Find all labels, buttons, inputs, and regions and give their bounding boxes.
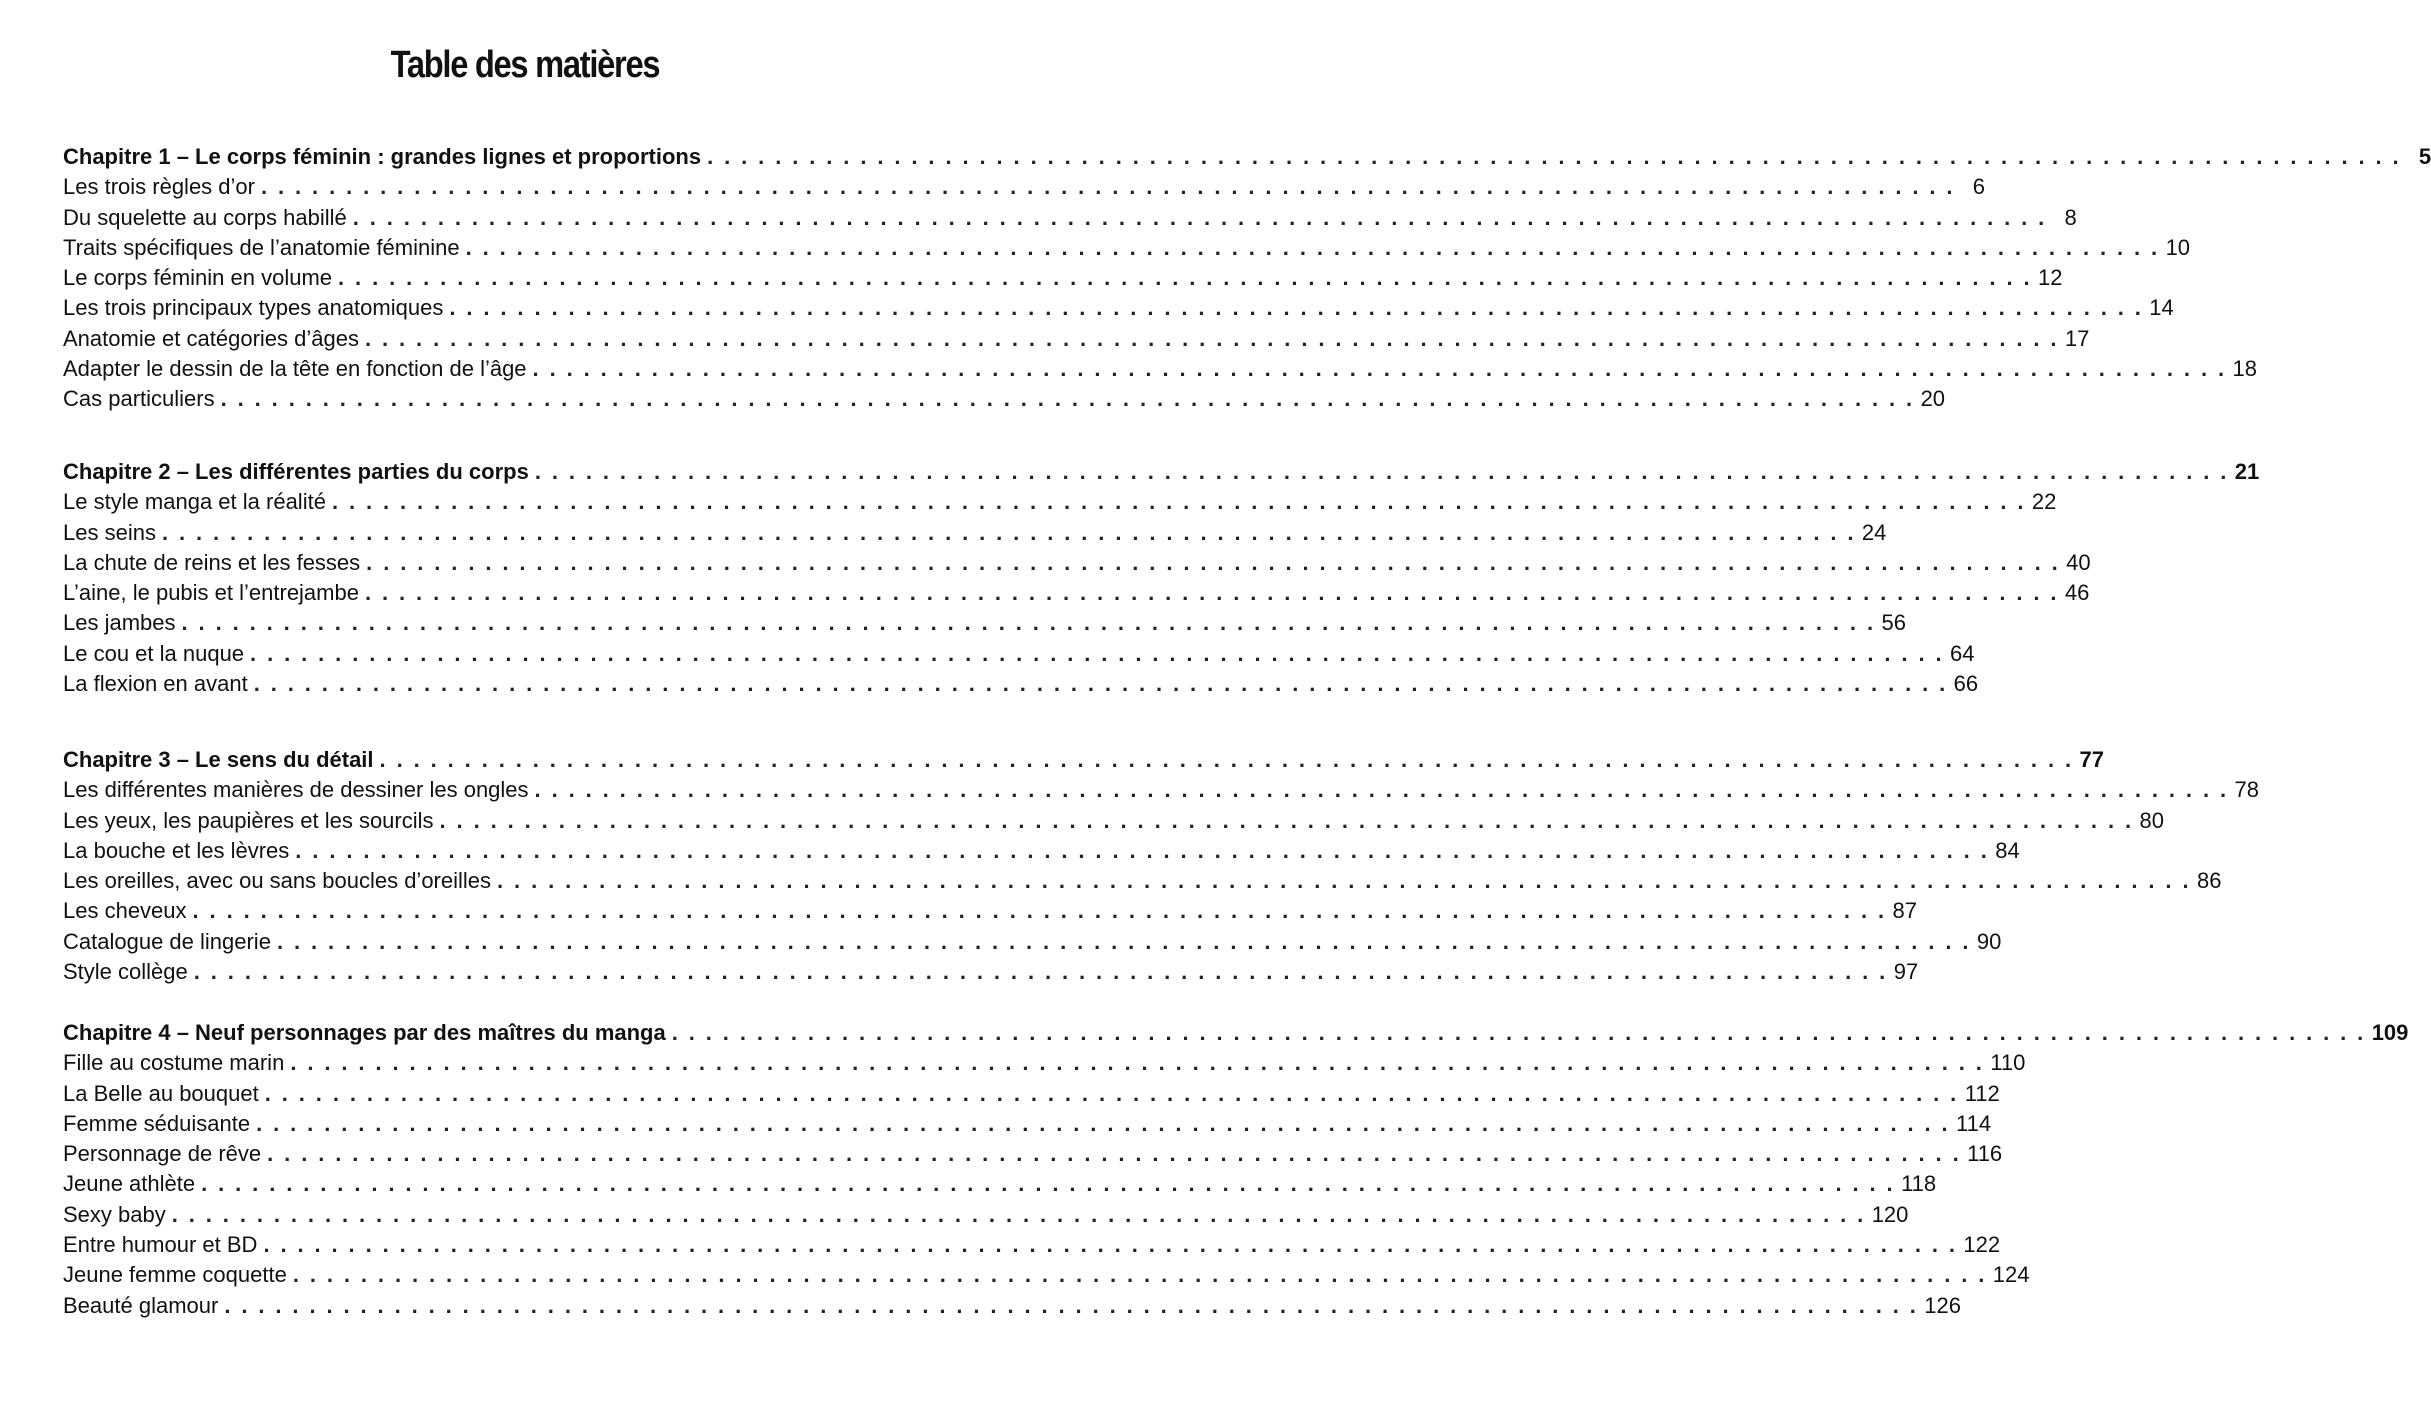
page-number: 124 — [1992, 1262, 2030, 1288]
page-title: Table des matières — [390, 44, 660, 86]
dot-leader: . . . . . . . . . . . . . . . . . . . . . . . . . . . . . . . . . . . . . . . . . . . . . . . . . . . . . . . . . . . . . . . . . . . . . . . . . . . . . . . . . . . . . . . . . . . . . . . . . . . . — [671, 1020, 2366, 1045]
page-number: 24 — [1861, 519, 1887, 545]
entry-label: Fille au costume marin — [63, 1050, 285, 1076]
dot-leader: . . . . . . . . . . . . . . . . . . . . . . . . . . . . . . . . . . . . . . . . . . . . . . . . . . . . . . . . . . . . . . . . . . . . . . . . . . . . . . . . . . . . . . . . . . . . . . . . . . . . — [497, 868, 2191, 894]
entry-label: Adapter le dessin de la tête en fonction de l’âge — [63, 356, 527, 382]
chapter-heading: Chapitre 4 – Neuf personnages par des maîtres du manga — [63, 1020, 666, 1045]
toc-entry-row — [63, 669, 1979, 699]
dot-leader: . . . . . . . . . . . . . . . . . . . . . . . . . . . . . . . . . . . . . . . . . . . . . . . . . . . . . . . . . . . . . . . . . . . . . . . . . . . . . . . . . . . . . . . . . . . . . . . . . . . . — [253, 671, 1948, 697]
entry-label: La flexion en avant — [63, 671, 248, 697]
entry-label: Catalogue de lingerie — [63, 928, 271, 954]
page-number: 22 — [2031, 489, 2057, 515]
toc-entry-row — [63, 639, 1975, 669]
page-number: 90 — [1976, 928, 2002, 954]
entry-label: Les cheveux — [63, 898, 187, 924]
entry-label: Le style manga et la réalité — [63, 489, 326, 515]
entry-label: Jeune femme coquette — [63, 1262, 287, 1288]
dot-leader: . . . . . . . . . . . . . . . . . . . . . . . . . . . . . . . . . . . . . . . . . . . . . . . . . . . . . . . . . . . . . . . . . . . . . . . . . . . . . . . . . . . . . . . . . . . . . . . . . . . . — [260, 174, 1955, 200]
page-number: 6 — [1972, 174, 1985, 200]
toc-entry-row — [63, 578, 2090, 608]
entry-label: Cas particuliers — [63, 386, 215, 412]
toc-entry-row — [63, 293, 2174, 323]
page-number: 14 — [2149, 295, 2174, 321]
chapter-heading: Chapitre 3 – Le sens du détail — [63, 747, 374, 772]
chapter-heading-row — [63, 142, 2431, 172]
entry-label: Sexy baby — [63, 1201, 166, 1227]
dot-leader: . . . . . . . . . . . . . . . . . . . . . . . . . . . . . . . . . . . . . . . . . . . . . . . . . . . . . . . . . . . . . . . . . . . . . . . . . . . . . . . . . . . . . . . . . . . . . . . . . . . . — [532, 356, 2227, 382]
chapter-heading: Chapitre 1 – Le corps féminin : grandes lignes et proportions — [63, 144, 702, 169]
dot-leader: . . . . . . . . . . . . . . . . . . . . . . . . . . . . . . . . . . . . . . . . . . . . . . . . . . . . . . . . . . . . . . . . . . . . . . . . . . . . . . . . . . . . . . . . . . . . . . . . . . . . — [267, 1141, 1962, 1167]
dot-leader: . . . . . . . . . . . . . . . . . . . . . . . . . . . . . . . . . . . . . . . . . . . . . . . . . . . . . . . . . . . . . . . . . . . . . . . . . . . . . . . . . . . . . . . . . . . . . . . . . . . . — [534, 777, 2229, 803]
page-number: 116 — [1967, 1141, 2003, 1167]
chapter-heading-row — [63, 745, 2104, 775]
chapter-heading-row — [63, 1018, 2409, 1048]
toc-entry-row — [63, 1169, 1937, 1199]
dot-leader: . . . . . . . . . . . . . . . . . . . . . . . . . . . . . . . . . . . . . . . . . . . . . . . . . . . . . . . . . . . . . . . . . . . . . . . . . . . . . . . . . . . . . . . . . . . . . . . . . . . . — [264, 1080, 1959, 1106]
toc-entry-row — [63, 324, 2090, 354]
dot-leader: . . . . . . . . . . . . . . . . . . . . . . . . . . . . . . . . . . . . . . . . . . . . . . . . . . . . . . . . . . . . . . . . . . . . . . . . . . . . . . . . . . . . . . . . . . . . . . . . . . . . — [256, 1110, 1951, 1136]
page-number: 112 — [1964, 1080, 2000, 1106]
page-number: 5 — [2418, 144, 2431, 169]
toc-entry-row — [63, 1109, 1992, 1139]
toc-entry-row — [63, 518, 1887, 548]
entry-label: Jeune athlète — [63, 1171, 196, 1197]
page-number: 80 — [2139, 807, 2164, 833]
page-number: 21 — [2234, 459, 2260, 484]
entry-label: Femme séduisante — [63, 1110, 251, 1136]
entry-label: Les yeux, les paupières et les sourcils — [63, 807, 434, 833]
entry-label: Traits spécifiques de l’anatomie féminine — [63, 234, 460, 260]
page-number: 18 — [2232, 356, 2257, 382]
page-number: 10 — [2165, 234, 2191, 260]
dot-leader: . . . . . . . . . . . . . . . . . . . . . . . . . . . . . . . . . . . . . . . . . . . . . . . . . . . . . . . . . . . . . . . . . . . . . . . . . . . . . . . . . . . . . . . . . . . . . . . . . . . . — [449, 295, 2144, 321]
page-number: 77 — [2079, 747, 2104, 772]
dot-leader: . . . . . . . . . . . . . . . . . . . . . . . . . . . . . . . . . . . . . . . . . . . . . . . . . . . . . . . . . . . . . . . . . . . . . . . . . . . . . . . . . . . . . . . . . . . . . . . . . . . . — [364, 325, 2059, 351]
dot-leader: . . . . . . . . . . . . . . . . . . . . . . . . . . . . . . . . . . . . . . . . . . . . . . . . . . . . . . . . . . . . . . . . . . . . . . . . . . . . . . . . . . . . . . . . . . . . . . . . . . . . — [364, 580, 2059, 606]
dot-leader: . . . . . . . . . . . . . . . . . . . . . . . . . . . . . . . . . . . . . . . . . . . . . . . . . . . . . . . . . . . . . . . . . . . . . . . . . . . . . . . . . . . . . . . . . . . . . . . . . . . . — [201, 1171, 1896, 1197]
toc-entry-row — [63, 354, 2257, 384]
page-number: 97 — [1893, 959, 1919, 985]
page-number: 56 — [1881, 610, 1906, 636]
dot-leader: . . . . . . . . . . . . . . . . . . . . . . . . . . . . . . . . . . . . . . . . . . . . . . . . . . . . . . . . . . . . . . . . . . . . . . . . . . . . . . . . . . . . . . . . . . . . . . . . . . . . — [292, 1262, 1987, 1288]
entry-label: Personnage de rêve — [63, 1141, 262, 1167]
dot-leader: . . . . . . . . . . . . . . . . . . . . . . . . . . . . . . . . . . . . . . . . . . . . . . . . . . . . . . . . . . . . . . . . . . . . . . . . . . . . . . . . . . . . . . . . . . . . . . . . . . . . — [263, 1232, 1958, 1258]
entry-label: Beauté glamour — [63, 1292, 219, 1318]
page-number: 109 — [2371, 1020, 2409, 1045]
chapter-block-4 — [63, 1018, 2409, 1321]
dot-leader: . . . . . . . . . . . . . . . . . . . . . . . . . . . . . . . . . . . . . . . . . . . . . . . . . . . . . . . . . . . . . . . . . . . . . . . . . . . . . . . . . . . . . . . . . . . . . . . . . . . . — [192, 898, 1887, 924]
toc-entry-row — [63, 1139, 2003, 1169]
toc-entry-row — [63, 896, 1917, 926]
page-number: 118 — [1901, 1171, 1937, 1197]
toc-entry-row — [63, 263, 2063, 293]
toc-entry-row — [63, 957, 1919, 987]
entry-label: Anatomie et catégories d’âges — [63, 325, 359, 351]
toc-entry-row — [63, 1200, 1909, 1230]
dot-leader: . . . . . . . . . . . . . . . . . . . . . . . . . . . . . . . . . . . . . . . . . . . . . . . . . . . . . . . . . . . . . . . . . . . . . . . . . . . . . . . . . . . . . . . . . . . . . . . . . . . . — [379, 747, 2074, 772]
page-number: 66 — [1953, 671, 1979, 697]
dot-leader: . . . . . . . . . . . . . . . . . . . . . . . . . . . . . . . . . . . . . . . . . . . . . . . . . . . . . . . . . . . . . . . . . . . . . . . . . . . . . . . . . . . . . . . . . . . . . . . . . . . . — [352, 204, 2047, 230]
dot-leader: . . . . . . . . . . . . . . . . . . . . . . . . . . . . . . . . . . . . . . . . . . . . . . . . . . . . . . . . . . . . . . . . . . . . . . . . . . . . . . . . . . . . . . . . . . . . . . . . . . . . — [250, 640, 1944, 666]
toc-entry-row — [63, 1048, 2026, 1078]
entry-label: La Belle au bouquet — [63, 1080, 259, 1106]
entry-label: Les trois règles d’or — [63, 174, 255, 200]
dot-leader: . . . . . . . . . . . . . . . . . . . . . . . . . . . . . . . . . . . . . . . . . . . . . . . . . . . . . . . . . . . . . . . . . . . . . . . . . . . . . . . . . . . . . . . . . . . . . . . . . . . . — [338, 265, 2032, 291]
page-number: 40 — [2066, 549, 2091, 575]
entry-label: La bouche et les lèvres — [63, 837, 290, 863]
page-number: 122 — [1963, 1232, 2001, 1258]
entry-label: Entre humour et BD — [63, 1232, 258, 1258]
page-number: 12 — [2037, 265, 2063, 291]
chapter-heading: Chapitre 2 – Les différentes parties du corps — [63, 459, 529, 484]
page-number: 64 — [1950, 640, 1975, 666]
page-number: 17 — [2064, 325, 2090, 351]
toc-entry-row — [63, 608, 1906, 638]
chapter-heading-row — [63, 457, 2260, 487]
toc-entry-row — [63, 548, 2091, 578]
dot-leader: . . . . . . . . . . . . . . . . . . . . . . . . . . . . . . . . . . . . . . . . . . . . . . . . . . . . . . . . . . . . . . . . . . . . . . . . . . . . . . . . . . . . . . . . . . . . . . . . . . . . — [331, 489, 2026, 515]
dot-leader: . . . . . . . . . . . . . . . . . . . . . . . . . . . . . . . . . . . . . . . . . . . . . . . . . . . . . . . . . . . . . . . . . . . . . . . . . . . . . . . . . . . . . . . . . . . . . . . . . . . . — [224, 1292, 1919, 1318]
toc-entry-row — [63, 384, 1946, 414]
entry-label: Le corps féminin en volume — [63, 265, 333, 291]
dot-leader: . . . . . . . . . . . . . . . . . . . . . . . . . . . . . . . . . . . . . . . . . . . . . . . . . . . . . . . . . . . . . . . . . . . . . . . . . . . . . . . . . . . . . . . . . . . . . . . . . . . . — [220, 386, 1915, 412]
dot-leader: . . . . . . . . . . . . . . . . . . . . . . . . . . . . . . . . . . . . . . . . . . . . . . . . . . . . . . . . . . . . . . . . . . . . . . . . . . . . . . . . . . . . . . . . . . . . . . . . . . . . — [439, 807, 2134, 833]
page-number: 8 — [2064, 204, 2077, 230]
toc-entry-row — [63, 487, 2057, 517]
entry-label: Le cou et la nuque — [63, 640, 245, 666]
dot-leader: . . . . . . . . . . . . . . . . . . . . . . . . . . . . . . . . . . . . . . . . . . . . . . . . . . . . . . . . . . . . . . . . . . . . . . . . . . . . . . . . . . . . . . . . . . . . . . . . . . . . — [161, 519, 1856, 545]
entry-label: Les oreilles, avec ou sans boucles d’oreilles — [63, 868, 492, 894]
toc-entry-row — [63, 866, 2222, 896]
page-number: 126 — [1924, 1292, 1961, 1318]
page-number: 120 — [1871, 1201, 1909, 1227]
toc-entry-row — [63, 1079, 2000, 1109]
entry-label: L’aine, le pubis et l’entrejambe — [63, 580, 359, 606]
toc-entry-row — [63, 1260, 2030, 1290]
entry-label: Les trois principaux types anatomiques — [63, 295, 444, 321]
toc-entry-row — [63, 203, 2077, 233]
toc-entry-row — [63, 233, 2191, 263]
dot-leader: . . . . . . . . . . . . . . . . . . . . . . . . . . . . . . . . . . . . . . . . . . . . . . . . . . . . . . . . . . . . . . . . . . . . . . . . . . . . . . . . . . . . . . . . . . . . . . . . . . . . — [181, 610, 1876, 636]
entry-label: Les différentes manières de dessiner les ongles — [63, 777, 529, 803]
dot-leader: . . . . . . . . . . . . . . . . . . . . . . . . . . . . . . . . . . . . . . . . . . . . . . . . . . . . . . . . . . . . . . . . . . . . . . . . . . . . . . . . . . . . . . . . . . . . . . . . . . . . — [366, 549, 2061, 575]
toc-entry-row — [63, 1291, 1961, 1321]
entry-label: Les seins — [63, 519, 156, 545]
toc-entry-row — [63, 1230, 2001, 1260]
dot-leader: . . . . . . . . . . . . . . . . . . . . . . . . . . . . . . . . . . . . . . . . . . . . . . . . . . . . . . . . . . . . . . . . . . . . . . . . . . . . . . . . . . . . . . . . . . . . . . . . . . . . — [193, 959, 1888, 985]
dot-leader: . . . . . . . . . . . . . . . . . . . . . . . . . . . . . . . . . . . . . . . . . . . . . . . . . . . . . . . . . . . . . . . . . . . . . . . . . . . . . . . . . . . . . . . . . . . . . . . . . . . . — [295, 837, 1990, 863]
toc-entry-row — [63, 775, 2259, 805]
entry-label: Les jambes — [63, 610, 176, 636]
toc-entry-row — [63, 927, 2002, 957]
entry-label: Du squelette au corps habillé — [63, 204, 347, 230]
dot-leader: . . . . . . . . . . . . . . . . . . . . . . . . . . . . . . . . . . . . . . . . . . . . . . . . . . . . . . . . . . . . . . . . . . . . . . . . . . . . . . . . . . . . . . . . . . . . . . . . . . . . — [465, 234, 2160, 260]
page-number: 46 — [2064, 580, 2090, 606]
toc-entry-row — [63, 836, 2020, 866]
page-number: 78 — [2234, 777, 2259, 803]
chapter-block-3 — [63, 745, 2259, 987]
dot-leader: . . . . . . . . . . . . . . . . . . . . . . . . . . . . . . . . . . . . . . . . . . . . . . . . . . . . . . . . . . . . . . . . . . . . . . . . . . . . . . . . . . . . . . . . . . . . . . . . . . . . — [534, 459, 2229, 484]
chapter-block-2 — [63, 457, 2260, 699]
entry-label: Style collège — [63, 959, 188, 985]
page-number: 86 — [2196, 868, 2222, 894]
toc-entry-row — [63, 806, 2164, 836]
page-number: 114 — [1956, 1110, 1992, 1136]
page-number: 84 — [1995, 837, 2020, 863]
page-number: 87 — [1892, 898, 1917, 924]
dot-leader: . . . . . . . . . . . . . . . . . . . . . . . . . . . . . . . . . . . . . . . . . . . . . . . . . . . . . . . . . . . . . . . . . . . . . . . . . . . . . . . . . . . . . . . . . . . . . . . . . . . . — [276, 928, 1971, 954]
dot-leader: . . . . . . . . . . . . . . . . . . . . . . . . . . . . . . . . . . . . . . . . . . . . . . . . . . . . . . . . . . . . . . . . . . . . . . . . . . . . . . . . . . . . . . . . . . . . . . . . . . . . — [707, 144, 2402, 169]
entry-label: La chute de reins et les fesses — [63, 549, 361, 575]
page-number: 20 — [1920, 386, 1946, 412]
toc-entry-row — [63, 172, 1985, 202]
page-number: 110 — [1990, 1050, 2026, 1076]
dot-leader: . . . . . . . . . . . . . . . . . . . . . . . . . . . . . . . . . . . . . . . . . . . . . . . . . . . . . . . . . . . . . . . . . . . . . . . . . . . . . . . . . . . . . . . . . . . . . . . . . . . . — [290, 1050, 1985, 1076]
dot-leader: . . . . . . . . . . . . . . . . . . . . . . . . . . . . . . . . . . . . . . . . . . . . . . . . . . . . . . . . . . . . . . . . . . . . . . . . . . . . . . . . . . . . . . . . . . . . . . . . . . . . — [171, 1201, 1866, 1227]
chapter-block-1 — [63, 142, 2431, 415]
